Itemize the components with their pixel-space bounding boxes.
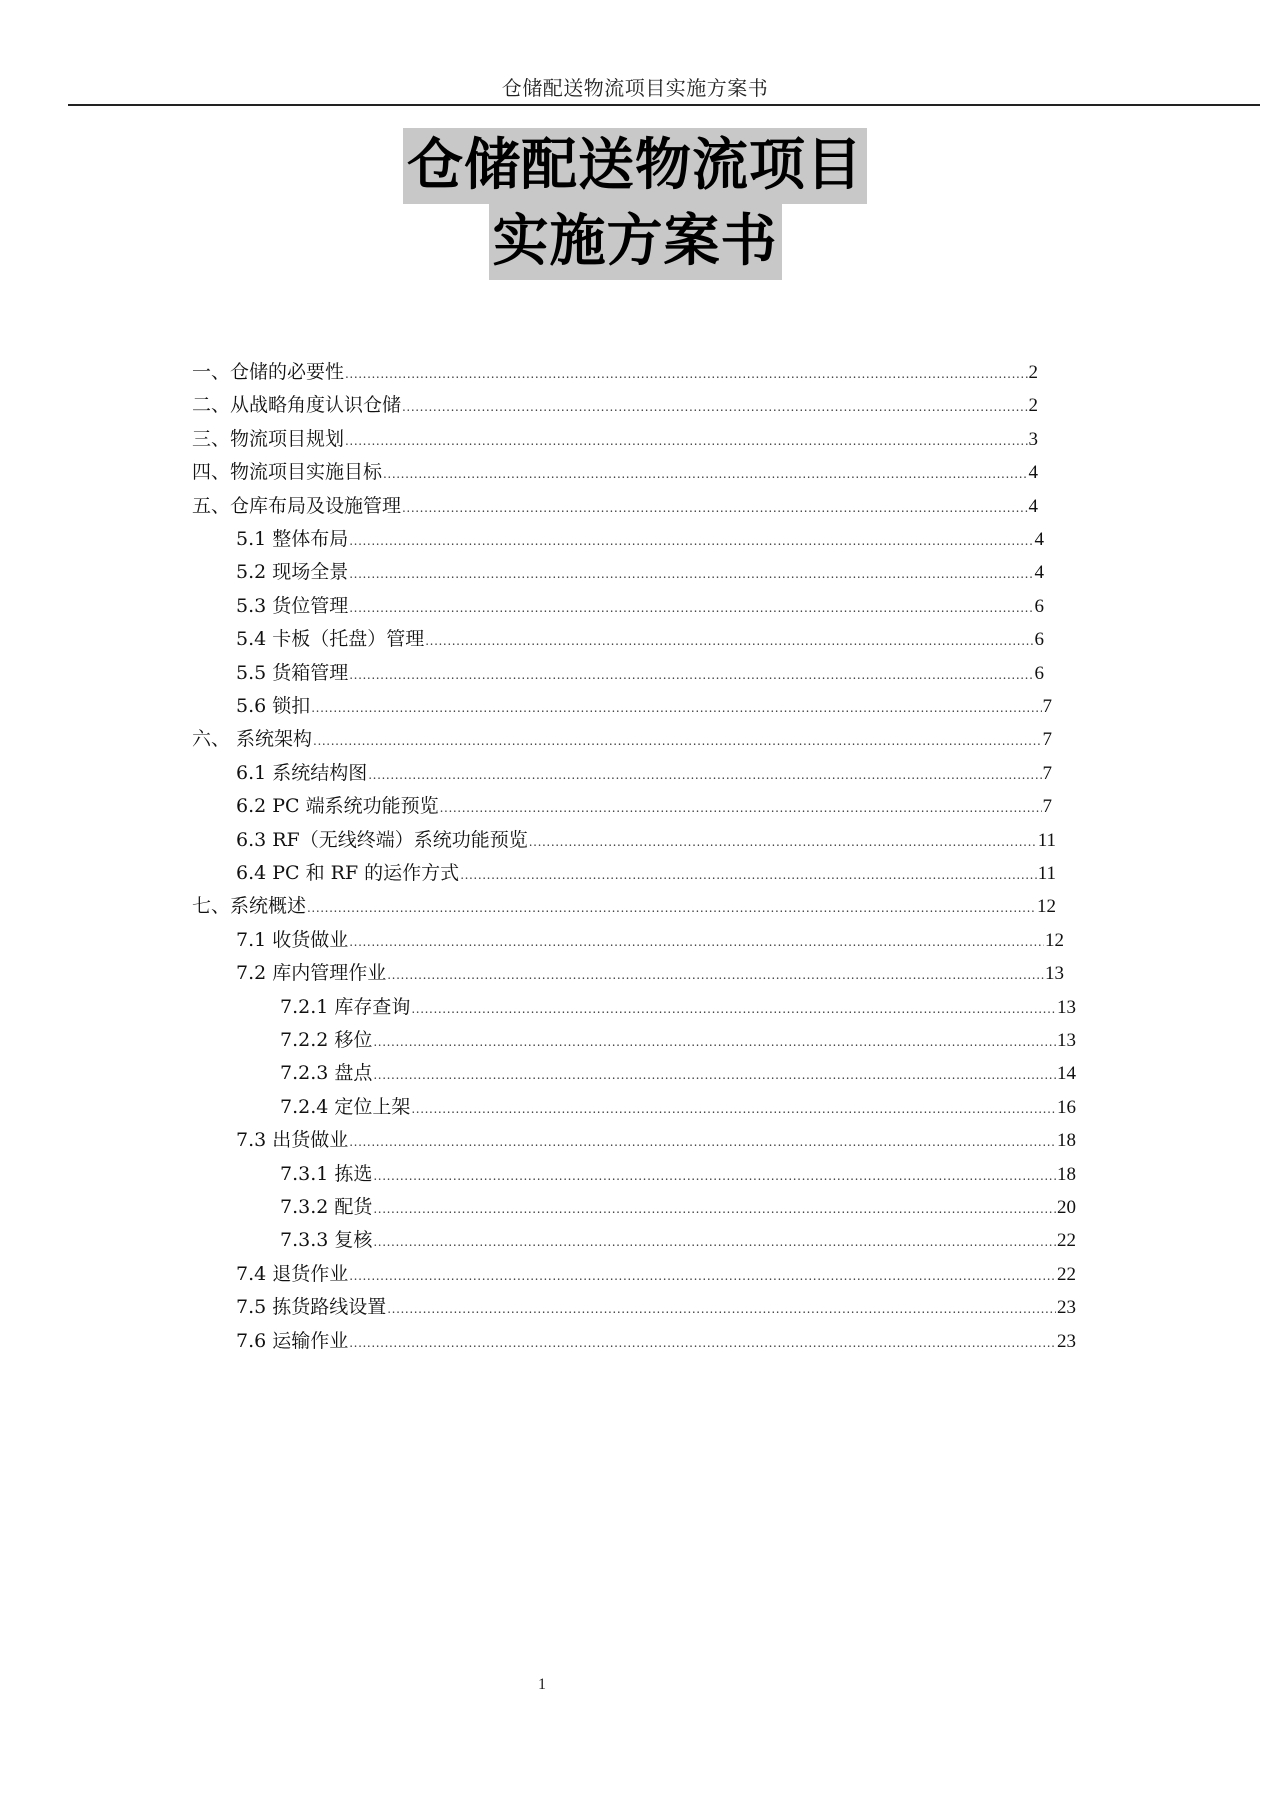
toc-entry-page-number: 11 — [1037, 829, 1056, 851]
toc-entry[interactable] — [236, 657, 1044, 690]
toc-entry-label: 7.5 拣货路线设置 — [236, 1296, 387, 1319]
toc-dot-leader — [313, 725, 1041, 758]
toc-entry-label: 7.3.2 配货 — [280, 1196, 373, 1218]
toc-entry-label: 7.3 出货做业 — [236, 1129, 349, 1152]
toc-dot-leader — [411, 1093, 1056, 1126]
toc-entry-page-number: 13 — [1057, 996, 1076, 1018]
toc-entry-page-number: 12 — [1037, 896, 1056, 918]
toc-entry-label: 5.4 卡板（托盘）管理 — [236, 628, 425, 651]
toc-entry-label: 二、从战略角度认识仓储 — [192, 394, 402, 417]
toc-entry-page-number: 3 — [1028, 428, 1038, 450]
toc-dot-leader — [307, 892, 1036, 925]
toc-entry[interactable] — [236, 1325, 1076, 1358]
toc-entry-label: 7.2 库内管理作业 — [236, 962, 387, 985]
toc-entry-page-number: 22 — [1057, 1230, 1076, 1252]
toc-entry-label: 5.3 货位管理 — [236, 594, 349, 617]
toc-entry[interactable] — [192, 490, 1038, 523]
toc-dot-leader — [349, 1260, 1056, 1293]
toc-dot-leader — [440, 792, 1042, 825]
page-number: 1 — [538, 1676, 546, 1693]
toc-dot-leader — [349, 1126, 1056, 1159]
toc-entry[interactable] — [236, 623, 1044, 656]
toc-entry-label: 5.5 货箱管理 — [236, 661, 349, 684]
toc-entry-page-number: 7 — [1042, 796, 1052, 818]
toc-entry-page-number: 13 — [1057, 1030, 1076, 1051]
toc-entry[interactable] — [280, 1024, 1076, 1057]
toc-entry[interactable] — [236, 1291, 1076, 1324]
toc-dot-leader — [373, 1193, 1056, 1226]
toc-entry-label: 一、仓储的必要性 — [192, 361, 345, 383]
toc-dot-leader — [387, 1293, 1056, 1326]
toc-entry-label: 6.3 RF（无线终端）系统功能预览 — [236, 828, 528, 851]
toc-entry[interactable] — [280, 1191, 1076, 1224]
toc-dot-leader — [349, 592, 1033, 625]
toc-dot-leader — [373, 1160, 1056, 1193]
toc-dot-leader — [349, 558, 1033, 591]
document-title-line-1: 仓储配送物流项目 — [403, 128, 867, 204]
toc-entry[interactable] — [236, 924, 1064, 957]
toc-entry[interactable] — [236, 523, 1044, 556]
running-header: 仓储配送物流项目实施方案书 — [501, 76, 769, 100]
toc-entry[interactable] — [192, 356, 1038, 389]
toc-dot-leader — [402, 492, 1027, 525]
toc-dot-leader — [349, 1327, 1056, 1360]
toc-entry[interactable] — [280, 991, 1076, 1024]
toc-entry-page-number: 4 — [1034, 529, 1044, 550]
toc-entry-label: 7.4 退货作业 — [236, 1262, 349, 1285]
toc-dot-leader — [349, 926, 1044, 959]
toc-entry-page-number: 14 — [1057, 1063, 1076, 1085]
toc-dot-leader — [345, 425, 1027, 458]
toc-entry-label: 5.2 现场全景 — [236, 561, 349, 584]
toc-entry-page-number: 7 — [1042, 729, 1052, 751]
toc-entry[interactable] — [236, 1258, 1076, 1291]
toc-entry-label: 6.4 PC 和 RF 的运作方式 — [236, 862, 460, 884]
toc-entry-page-number: 12 — [1045, 929, 1064, 951]
toc-dot-leader — [345, 358, 1027, 391]
toc-entry-label: 7.2.1 库存查询 — [280, 995, 411, 1018]
toc-entry-label: 七、系统概述 — [192, 895, 307, 918]
toc-entry[interactable] — [236, 790, 1052, 823]
toc-entry-page-number: 11 — [1037, 863, 1056, 884]
toc-entry-page-number: 2 — [1028, 362, 1038, 383]
toc-entry-page-number: 2 — [1028, 395, 1038, 417]
toc-dot-leader — [349, 659, 1033, 692]
toc-dot-leader — [425, 625, 1033, 658]
toc-entry-label: 六、 系统架构 — [192, 728, 313, 751]
toc-entry-page-number: 23 — [1057, 1330, 1076, 1352]
toc-entry-page-number: 18 — [1057, 1163, 1076, 1185]
toc-entry-page-number: 7 — [1042, 696, 1052, 717]
toc-entry[interactable] — [280, 1091, 1076, 1124]
toc-entry-label: 五、仓库布局及设施管理 — [192, 494, 402, 517]
toc-entry-label: 7.3.1 拣选 — [280, 1162, 373, 1185]
toc-entry-label: 6.2 PC 端系统功能预览 — [236, 795, 439, 818]
toc-entry-page-number: 20 — [1057, 1197, 1076, 1218]
toc-entry-page-number: 13 — [1045, 963, 1064, 985]
toc-entry[interactable] — [192, 423, 1038, 456]
toc-entry-label: 6.1 系统结构图 — [236, 761, 368, 784]
toc-entry[interactable] — [236, 857, 1056, 890]
toc-dot-leader — [411, 993, 1056, 1026]
toc-dot-leader — [387, 959, 1044, 992]
toc-dot-leader — [383, 458, 1027, 491]
toc-entry-label: 7.6 运输作业 — [236, 1329, 349, 1352]
toc-entry-page-number: 23 — [1057, 1297, 1076, 1319]
toc-entry-label: 5.1 整体布局 — [236, 528, 349, 550]
toc-entry[interactable] — [280, 1158, 1076, 1191]
toc-entry[interactable] — [236, 1124, 1076, 1157]
toc-entry[interactable] — [192, 389, 1038, 422]
toc-dot-leader — [373, 1226, 1056, 1259]
toc-dot-leader — [368, 759, 1041, 792]
toc-entry-page-number: 4 — [1034, 562, 1044, 584]
toc-entry[interactable] — [236, 556, 1044, 589]
toc-dot-leader — [460, 859, 1037, 892]
toc-dot-leader — [349, 525, 1033, 558]
toc-entry-page-number: 16 — [1057, 1096, 1076, 1118]
toc-entry-page-number: 4 — [1028, 495, 1038, 517]
toc-entry-label: 7.2.3 盘点 — [280, 1062, 373, 1085]
toc-entry-page-number: 18 — [1057, 1130, 1076, 1152]
toc-entry[interactable] — [236, 824, 1056, 857]
toc-entry[interactable] — [236, 690, 1052, 723]
toc-entry-label: 5.6 锁扣 — [236, 695, 311, 717]
toc-dot-leader — [402, 391, 1027, 424]
toc-entry[interactable] — [280, 1224, 1076, 1257]
document-title — [0, 128, 1270, 280]
toc-entry-label: 7.3.3 复核 — [280, 1229, 373, 1252]
toc-entry[interactable] — [236, 757, 1052, 790]
toc-entry-label: 四、物流项目实施目标 — [192, 461, 383, 484]
header-divider — [68, 104, 1260, 106]
toc-entry[interactable] — [280, 1057, 1076, 1090]
document-title-line-2: 实施方案书 — [489, 204, 782, 280]
toc-entry-label: 三、物流项目规划 — [192, 427, 345, 450]
toc-entry[interactable] — [236, 957, 1064, 990]
toc-entry[interactable] — [192, 890, 1056, 923]
toc-dot-leader — [311, 692, 1041, 725]
toc-entry-page-number: 6 — [1034, 662, 1044, 684]
toc-dot-leader — [373, 1026, 1056, 1059]
toc-entry[interactable] — [192, 723, 1052, 756]
toc-entry-page-number: 6 — [1034, 629, 1044, 651]
toc-entry-label: 7.2.2 移位 — [280, 1029, 373, 1051]
toc-dot-leader — [529, 826, 1037, 859]
toc-entry-page-number: 4 — [1028, 462, 1038, 484]
toc-dot-leader — [373, 1059, 1056, 1092]
toc-entry[interactable] — [236, 590, 1044, 623]
toc-entry-page-number: 7 — [1042, 762, 1052, 784]
toc-entry-page-number: 6 — [1034, 595, 1044, 617]
toc-entry[interactable] — [192, 456, 1038, 489]
toc-entry-label: 7.2.4 定位上架 — [280, 1095, 411, 1118]
toc-entry-page-number: 22 — [1057, 1263, 1076, 1285]
toc-entry-label: 7.1 收货做业 — [236, 928, 349, 951]
